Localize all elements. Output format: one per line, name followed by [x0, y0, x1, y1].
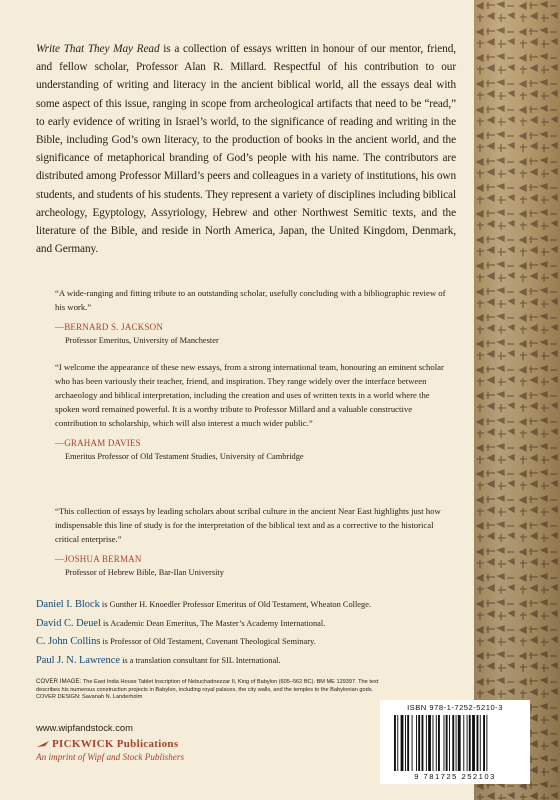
editor-desc: is a translation consultant for SIL International.: [119, 655, 281, 665]
publisher-url: www.wipfandstock.com: [36, 722, 133, 733]
cover-image-label: COVER IMAGE:: [36, 678, 82, 685]
book-description: [36, 40, 456, 258]
cover-design-credit: COVER DESIGN: Savanah N. Landerholm: [36, 694, 143, 701]
editor-bio: [36, 652, 466, 671]
endorsement-text: “I welcome the appearance of these new essays, from a strong international team, honouring an eminent scholar who has been variously their teacher, friend, and inspiration. They range widely over the interface between archaeology and biblical interpretation, including the creation and uses of written texts in a world where the spoken word remained powerful. It is a worthy tribute to Professor Millard and a valuable constructive contribution to scholarship, which will also interest a much wider public.”: [55, 362, 444, 428]
endorser-role: Professor Emeritus, University of Manchester: [65, 336, 219, 345]
barcode: [380, 700, 530, 784]
barcode-bars: [394, 715, 518, 771]
description-text: is a collection of essays written in honour of our mentor, friend, and fellow scholar, Professor Alan R. Millard. Respectful of his contribution to our understanding of writing and literacy in the ancient biblical world, all the essays deal with some aspect of this issue, ranging in scope from archeological artifacts that need to be “read,” to early evidence of writing in Israel’s world, to the significance of reading and writing in the Bible, including God’s own literacy, to the production of books in the ancient world, and the significance of metaphorical branding of God’s people with his name. The contributors are distributed among Professor Millard’s peers and colleagues in a variety of institutions, his own students, and students of his students. They represent a variety of disciplines including biblical archeology, Egyptology, Assyriology, Hebrew and other Northwest Semitic texts, and the literature of the Bible, and reside in North America, Japan, the United Kingdom, Denmark, and Germany.: [36, 43, 456, 256]
endorsement-1: [55, 286, 455, 348]
barcode-number: 9 781725 252103: [414, 772, 496, 781]
endorser-role: Emeritus Professor of Old Testament Studies, University of Cambridge: [65, 452, 304, 461]
endorsement-2: [55, 360, 455, 464]
editor-desc: is Gunther H. Knoedler Professor Emeritus of Old Testament, Wheaton College.: [99, 600, 372, 609]
cover-image-text: The East India House Tablet Inscription of Nebuchadnezzar II, King of Babylon (605–562 BC). BM ME 129397. The text describes his numerous construction projects in Babylon, including royal palaces, the city walls, and the temples to the Babylonian gods.: [36, 679, 379, 693]
book-title: Write That They May Read: [36, 43, 160, 55]
publisher-name: PICKWICK Publications: [52, 738, 179, 750]
editor-bio: [36, 596, 466, 615]
editor-name: David C. Deuel: [36, 617, 101, 629]
isbn-text: ISBN 978-1-7252-5210-3: [407, 703, 503, 712]
cover-image-credit: [36, 678, 396, 694]
editor-name: C. John Collins: [36, 636, 101, 647]
cover-credits: [36, 678, 396, 702]
editor-desc: is Professor of Old Testament, Covenant Theological Seminary.: [100, 637, 316, 646]
editor-bio: [36, 633, 466, 652]
endorsement-text: “This collection of essays by leading scholars about scribal culture in the ancient Near East highlights just how indispensable this line of study is for the interpretation of the biblical text and as a corrective to the historical critical enterprise.”: [55, 506, 441, 544]
editor-name: Daniel I. Block: [36, 599, 100, 610]
publisher-imprint: An imprint of Wipf and Stock Publishers: [36, 752, 185, 762]
endorsement-3: [55, 504, 455, 580]
publisher-logo: [36, 738, 178, 750]
endorser-name: —BERNARD S. JACKSON: [55, 322, 164, 332]
editor-bios: [36, 596, 466, 670]
editor-bio: [36, 615, 466, 634]
endorser-name: —GRAHAM DAVIES: [55, 438, 141, 448]
editor-name: Paul J. N. Lawrence: [36, 654, 120, 666]
endorsement-text: “A wide-ranging and fitting tribute to an outstanding scholar, usefully concluding with a bibliographic review of his work.”: [55, 288, 446, 312]
endorser-name: —JOSHUA BERMAN: [55, 554, 142, 564]
cuneiform-tablet-image: [474, 0, 560, 800]
quill-icon: [36, 740, 50, 748]
cuneiform-pattern: [474, 0, 560, 800]
endorser-role: Professor of Hebrew Bible, Bar-Ilan University: [65, 568, 224, 577]
editor-desc: is Academic Dean Emeritus, The Master’s Academy International.: [100, 618, 326, 628]
